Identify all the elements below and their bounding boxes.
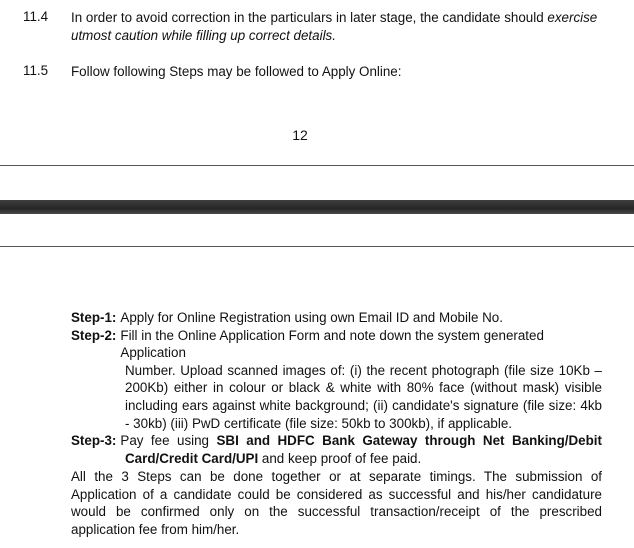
page-top-rule <box>0 246 634 247</box>
step-3-bold-2: Card/Credit Card/UPI <box>125 450 259 466</box>
section-11-4-plain: In order to avoid correction in the particulars in later stage, the candidate should <box>71 10 548 25</box>
step-2-label: Step-2: <box>71 327 117 343</box>
step-1-label: Step-1: <box>71 310 117 325</box>
step-1-text: Apply for Online Registration using own Email ID and Mobile No. <box>120 310 503 325</box>
page-number: 12 <box>292 127 308 143</box>
section-11-4-emphasis: exercise utmost caution while filling up correct details. <box>71 10 598 43</box>
section-number-11-5: 11.5 <box>23 63 49 78</box>
step-1 <box>71 309 602 327</box>
step-2-first-line: Fill in the Online Application Form and note down the system generated Application <box>120 327 544 361</box>
closing-paragraph: All the 3 Steps can be done together or at separate timings. The submission of Application of a candidate could be considered as successful and his/her candidature would be confirmed only on the successful transaction/receipt of the prescribed application fee from him/her. <box>71 469 602 537</box>
step-3-bold-1: SBI and HDFC Bank Gateway through Net Banking/Debit <box>216 433 602 449</box>
section-number-11-4: 11.4 <box>23 9 49 24</box>
step-2 <box>71 327 602 433</box>
page-gap-band <box>0 200 634 214</box>
steps-list <box>71 309 602 467</box>
section-11-4-text <box>71 9 602 45</box>
step-3-label: Step-3: <box>71 433 117 449</box>
step-2-continuation: Number. Upload scanned images of: (i) the recent photograph (file size 10Kb – 200Kb) either in colour or black & white with 80% face (without mask) visible including ears against white background; (ii) candidate's signature (file size: 4kb - 30kb) (iii) PwD certificate (file size: 50kb to 300kb), if applicable. <box>125 362 602 431</box>
section-11-5-text: Follow following Steps may be followed to Apply Online: <box>71 64 402 79</box>
step-3-plain-1: Pay fee using <box>120 433 217 449</box>
step-3 <box>71 432 602 467</box>
page-bottom-rule <box>0 165 634 166</box>
step-3-plain-2: and keep proof of fee paid. <box>258 450 422 466</box>
